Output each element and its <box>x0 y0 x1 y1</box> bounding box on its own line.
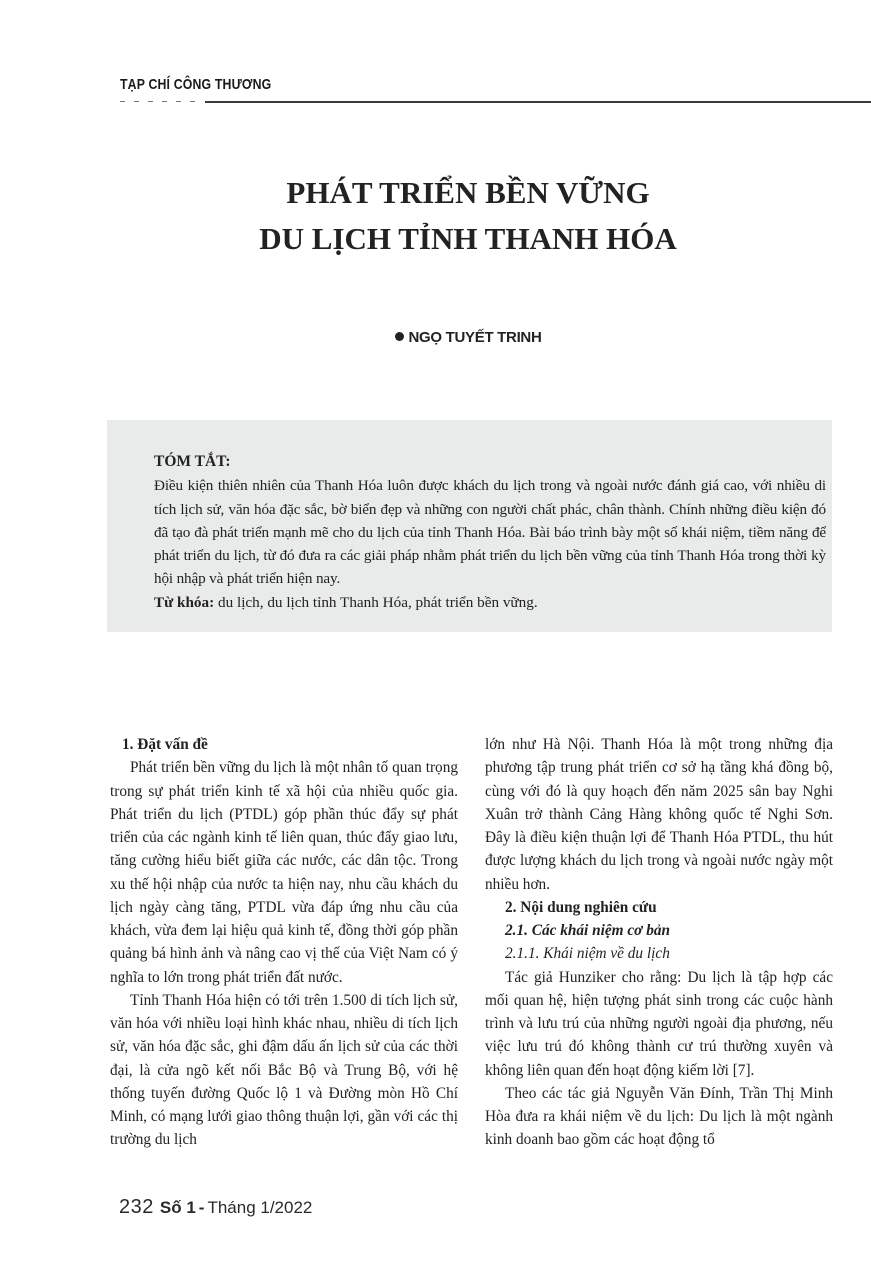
author-name: NGỌ TUYẾT TRINH <box>408 329 542 346</box>
header-dashes <box>120 101 200 102</box>
abstract-content <box>154 450 826 614</box>
paragraph-continued: lớn như Hà Nội. Thanh Hóa là một trong những địa phương tập trung phát triển cơ sở hạ tầng khá đồng bộ, cùng với đó là quy hoạch đến năm 2025 sân bay Nghi Xuân trở thành Cảng Hàng không quốc tế Nghi Sơn. Đây là điều kiện thuận lợi để Thanh Hóa PTDL, thu hút được lượng khách du lịch trong và ngoài nước ngày một nhiều hơn. <box>485 736 833 893</box>
paragraph: Tác giả Hunziker cho rằng: Du lịch là tập hợp các mối quan hệ, hiện tượng phát sinh trong các cuộc hành trình và lưu trú của những người ngoài địa phương, nếu việc lưu trú đó không thành cư trú thường xuyên và không liên quan đến hoạt động kiếm lời [7]. <box>485 968 833 1079</box>
left-column <box>110 733 458 1152</box>
bullet-icon <box>395 332 404 341</box>
abstract-box <box>107 420 832 632</box>
page-footer <box>119 1196 312 1219</box>
section-1-heading: 1. Đặt vấn đề <box>122 736 208 753</box>
section-2-1-heading: 2.1. Các khái niệm cơ bản <box>505 922 671 939</box>
title-line-1: PHÁT TRIỂN BỀN VỮNG <box>286 175 650 210</box>
keywords-text: du lịch, du lịch tỉnh Thanh Hóa, phát triển bền vững. <box>214 593 538 611</box>
paragraph: Tỉnh Thanh Hóa hiện có tới trên 1.500 di tích lịch sử, văn hóa với nhiều loại hình khác nhau, nhiều di tích lịch sử, văn hóa đặc sắc, ghi đậm dấu ấn lịch sử của các thời đại, là cửa ngõ kết nối Bắc Bộ và Trung Bộ, với hệ thống tuyến đường Quốc lộ 1 và Đường mòn Hồ Chí Minh, có mạng lưới giao thông thuận lợi, gần với các thị trường du lịch <box>110 991 458 1149</box>
author-byline <box>0 329 871 346</box>
header-rule <box>205 101 871 103</box>
abstract-heading: TÓM TẮT: <box>154 453 231 470</box>
issue-month: Tháng 1/2022 <box>207 1198 313 1217</box>
journal-name: TẠP CHÍ CÔNG THƯƠNG <box>120 76 272 93</box>
page-number: 232 <box>119 1196 154 1218</box>
right-column <box>485 733 833 1152</box>
keywords-label: Từ khóa: <box>154 593 215 611</box>
section-2-heading: 2. Nội dung nghiên cứu <box>505 898 657 916</box>
title-line-2: DU LỊCH TỈNH THANH HÓA <box>259 221 677 256</box>
issue-number: Số 1 <box>159 1198 196 1217</box>
abstract-text: Điều kiện thiên nhiên của Thanh Hóa luôn được khách du lịch trong và ngoài nước đánh giá cao, với nhiều di tích lịch sử, văn hóa đặc sắc, bờ biển đẹp và những con người chất phác, chân thành. Chính những điều kiện đó đã tạo đà phát triển mạnh mẽ cho du lịch của tỉnh Thanh Hóa. Bài báo trình bày một số khái niệm, tiềm năng để phát triển du lịch, từ đó đưa ra các giải pháp nhằm phát triển du lịch bền vững của tỉnh Thanh Hóa trong thời kỳ hội nhập và phát triển hiện nay. <box>154 477 826 588</box>
abstract-keywords <box>154 591 826 614</box>
article-title <box>0 170 871 262</box>
paragraph: Theo các tác giả Nguyễn Văn Đính, Trần Thị Minh Hòa đưa ra khái niệm về du lịch: Du lịch là một ngành kinh doanh bao gồm các hoạt động tổ <box>485 1084 833 1149</box>
paragraph: Phát triển bền vững du lịch là một nhân tố quan trọng trong sự phát triển kinh tế xã hội của nhiều quốc gia. Phát triển du lịch (PTDL) góp phần thúc đẩy sự phát triển của các ngành kinh tế liên quan, thúc đẩy giao lưu, tăng cường hiểu biết giữa các nước, các dân tộc. Trong xu thế hội nhập của nước ta hiện nay, nhu cầu khách du lịch ngày càng tăng, PTDL vừa đáp ứng nhu cầu của khách, vừa đem lại hiệu quả kinh tế, đồng thời góp phần quảng bá hình ảnh và nâng cao vị thế của Việt Nam có ý nghĩa to lớn trong phát triển đất nước. <box>110 759 458 986</box>
section-2-1-1-heading: 2.1.1. Khái niệm về du lịch <box>505 945 670 963</box>
footer-separator: - <box>198 1198 205 1217</box>
